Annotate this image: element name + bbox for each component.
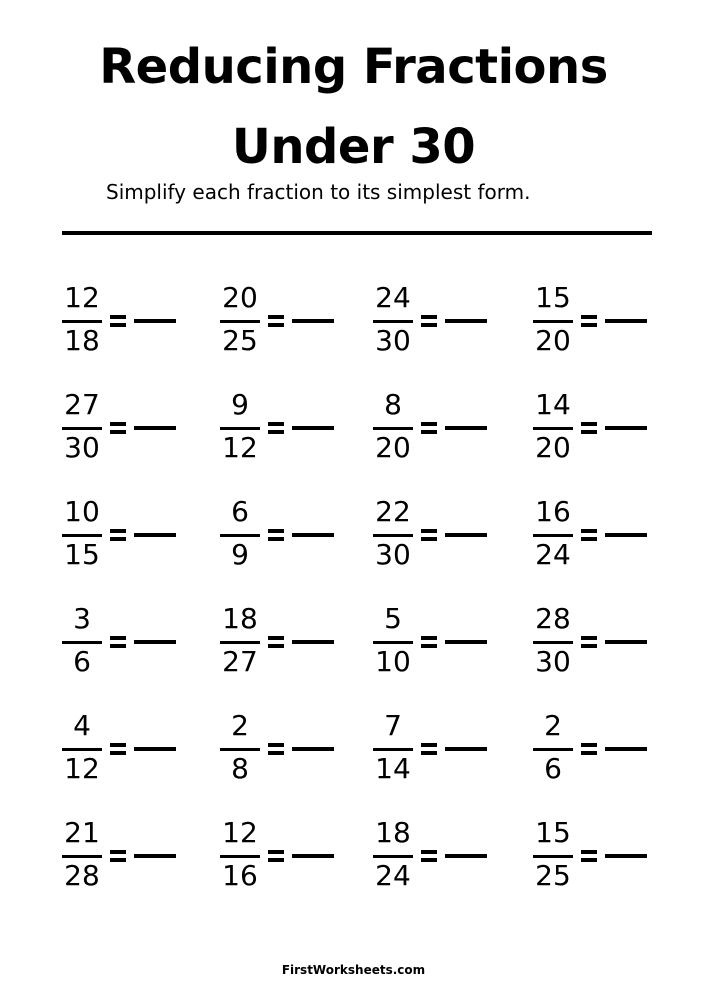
fraction-problem	[218, 280, 371, 387]
equals-sign	[579, 739, 601, 759]
fraction-bar	[533, 748, 573, 751]
fraction-bar	[373, 855, 413, 858]
fraction-numerator: 24	[375, 281, 411, 314]
fraction-numerator: 20	[222, 281, 258, 314]
fraction-numerator: 12	[64, 281, 100, 314]
answer-blank[interactable]	[445, 747, 487, 751]
fraction-problem	[531, 708, 681, 815]
fraction-problem	[371, 601, 531, 708]
page-title-line-2: Under 30	[231, 119, 476, 175]
fraction-problem	[218, 494, 371, 601]
fraction-bar	[220, 855, 260, 858]
answer-blank[interactable]	[134, 854, 176, 858]
equals-sign	[266, 525, 288, 545]
fraction-problem	[218, 815, 371, 922]
footer-site-name: FirstWorksheets.com	[281, 963, 426, 977]
fraction-denominator: 30	[375, 538, 411, 571]
fraction-problem	[218, 387, 371, 494]
equals-sign	[266, 311, 288, 331]
fraction-problem	[218, 708, 371, 815]
equals-sign	[108, 311, 130, 331]
fraction-numerator: 4	[73, 709, 91, 742]
fraction-denominator: 27	[222, 645, 258, 678]
fraction-numerator: 7	[384, 709, 402, 742]
answer-blank[interactable]	[292, 640, 334, 644]
fraction-denominator: 9	[231, 538, 249, 571]
problem-grid	[60, 280, 681, 922]
answer-blank[interactable]	[134, 640, 176, 644]
answer-blank[interactable]	[134, 426, 176, 430]
fraction-numerator: 21	[64, 816, 100, 849]
fraction-problem	[60, 387, 218, 494]
fraction-bar	[533, 855, 573, 858]
fraction-bar	[62, 534, 102, 537]
fraction-bar	[373, 534, 413, 537]
fraction-problem	[371, 815, 531, 922]
fraction-problem	[371, 387, 531, 494]
fraction-bar	[373, 748, 413, 751]
instructions-text: Simplify each fraction to its simplest form.	[106, 180, 531, 204]
equals-sign	[419, 311, 441, 331]
fraction-numerator: 18	[222, 602, 258, 635]
answer-blank[interactable]	[445, 854, 487, 858]
fraction-numerator: 2	[231, 709, 249, 742]
equals-sign	[579, 525, 601, 545]
fraction-denominator: 20	[535, 431, 571, 464]
answer-blank[interactable]	[292, 426, 334, 430]
fraction-denominator: 24	[535, 538, 571, 571]
fraction-numerator: 15	[535, 816, 571, 849]
fraction-problem	[371, 494, 531, 601]
fraction-bar	[220, 641, 260, 644]
fraction-bar	[220, 748, 260, 751]
fraction-bar	[533, 427, 573, 430]
answer-blank[interactable]	[292, 319, 334, 323]
fraction-denominator: 12	[222, 431, 258, 464]
answer-blank[interactable]	[292, 747, 334, 751]
answer-blank[interactable]	[445, 640, 487, 644]
fraction-denominator: 14	[375, 752, 411, 785]
fraction-numerator: 27	[64, 388, 100, 421]
fraction-numerator: 2	[544, 709, 562, 742]
answer-blank[interactable]	[292, 533, 334, 537]
fraction-denominator: 20	[535, 324, 571, 357]
fraction-bar	[62, 427, 102, 430]
fraction-problem	[531, 280, 681, 387]
fraction-numerator: 16	[535, 495, 571, 528]
answer-blank[interactable]	[445, 533, 487, 537]
answer-blank[interactable]	[134, 747, 176, 751]
answer-blank[interactable]	[134, 533, 176, 537]
fraction-denominator: 24	[375, 859, 411, 892]
header-divider	[62, 231, 652, 235]
fraction-problem	[531, 815, 681, 922]
fraction-denominator: 30	[375, 324, 411, 357]
fraction-numerator: 12	[222, 816, 258, 849]
fraction-problem	[371, 280, 531, 387]
fraction-problem	[531, 494, 681, 601]
answer-blank[interactable]	[605, 854, 647, 858]
equals-sign	[108, 846, 130, 866]
equals-sign	[266, 739, 288, 759]
fraction-problem	[531, 387, 681, 494]
fraction-numerator: 5	[384, 602, 402, 635]
fraction-problem	[218, 601, 371, 708]
fraction-bar	[220, 320, 260, 323]
fraction-numerator: 15	[535, 281, 571, 314]
fraction-denominator: 8	[231, 752, 249, 785]
fraction-bar	[373, 641, 413, 644]
fraction-bar	[62, 855, 102, 858]
answer-blank[interactable]	[292, 854, 334, 858]
equals-sign	[108, 739, 130, 759]
equals-sign	[419, 739, 441, 759]
fraction-denominator: 25	[535, 859, 571, 892]
fraction-denominator: 10	[375, 645, 411, 678]
fraction-bar	[533, 320, 573, 323]
answer-blank[interactable]	[605, 426, 647, 430]
fraction-denominator: 6	[544, 752, 562, 785]
fraction-problem	[60, 280, 218, 387]
fraction-problem	[60, 494, 218, 601]
fraction-bar	[373, 320, 413, 323]
answer-blank[interactable]	[605, 533, 647, 537]
fraction-bar	[533, 641, 573, 644]
fraction-denominator: 16	[222, 859, 258, 892]
fraction-numerator: 28	[535, 602, 571, 635]
fraction-denominator: 28	[64, 859, 100, 892]
equals-sign	[419, 632, 441, 652]
answer-blank[interactable]	[445, 426, 487, 430]
fraction-denominator: 12	[64, 752, 100, 785]
fraction-denominator: 15	[64, 538, 100, 571]
equals-sign	[419, 525, 441, 545]
fraction-problem	[60, 601, 218, 708]
fraction-denominator: 30	[64, 431, 100, 464]
equals-sign	[579, 632, 601, 652]
fraction-bar	[533, 534, 573, 537]
fraction-numerator: 6	[231, 495, 249, 528]
fraction-numerator: 8	[384, 388, 402, 421]
equals-sign	[419, 846, 441, 866]
fraction-numerator: 22	[375, 495, 411, 528]
equals-sign	[266, 846, 288, 866]
fraction-numerator: 18	[375, 816, 411, 849]
fraction-numerator: 14	[535, 388, 571, 421]
equals-sign	[266, 418, 288, 438]
answer-blank[interactable]	[605, 319, 647, 323]
fraction-problem	[60, 708, 218, 815]
answer-blank[interactable]	[605, 640, 647, 644]
fraction-bar	[220, 534, 260, 537]
fraction-denominator: 30	[535, 645, 571, 678]
fraction-problem	[531, 601, 681, 708]
fraction-bar	[220, 427, 260, 430]
fraction-bar	[373, 427, 413, 430]
equals-sign	[579, 311, 601, 331]
equals-sign	[579, 846, 601, 866]
answer-blank[interactable]	[605, 747, 647, 751]
fraction-bar	[62, 641, 102, 644]
equals-sign	[108, 525, 130, 545]
equals-sign	[579, 418, 601, 438]
fraction-denominator: 18	[64, 324, 100, 357]
equals-sign	[419, 418, 441, 438]
answer-blank[interactable]	[134, 319, 176, 323]
fraction-numerator: 9	[231, 388, 249, 421]
fraction-numerator: 3	[73, 602, 91, 635]
fraction-denominator: 20	[375, 431, 411, 464]
fraction-denominator: 6	[73, 645, 91, 678]
answer-blank[interactable]	[445, 319, 487, 323]
equals-sign	[266, 632, 288, 652]
fraction-numerator: 10	[64, 495, 100, 528]
fraction-problem	[60, 815, 218, 922]
equals-sign	[108, 418, 130, 438]
fraction-bar	[62, 320, 102, 323]
fraction-bar	[62, 748, 102, 751]
fraction-denominator: 25	[222, 324, 258, 357]
fraction-problem	[371, 708, 531, 815]
equals-sign	[108, 632, 130, 652]
page-title-line-1: Reducing Fractions	[99, 39, 608, 95]
